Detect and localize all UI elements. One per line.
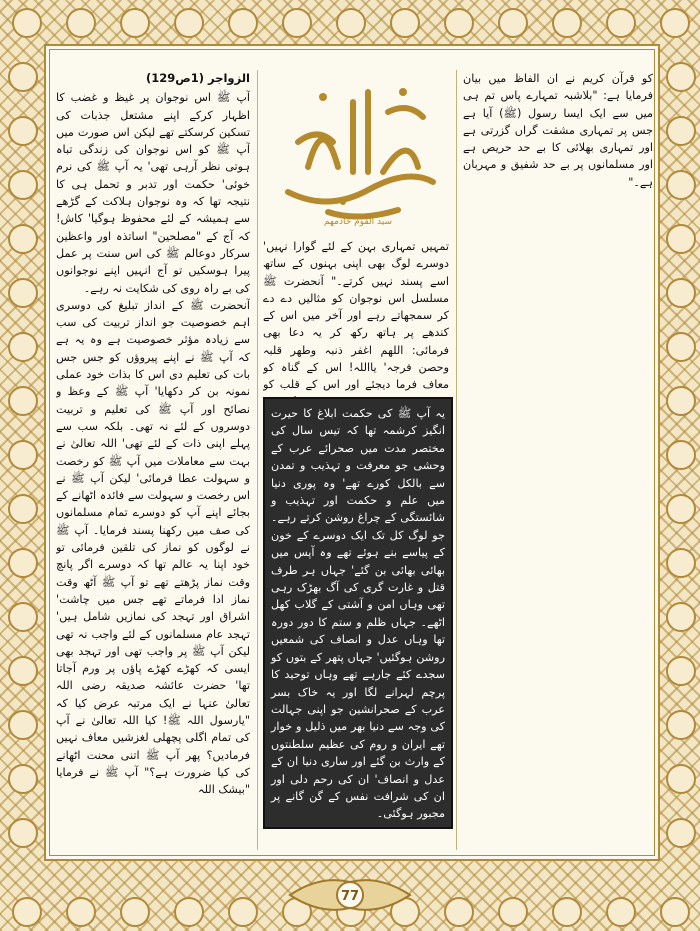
- border-medallion: [660, 8, 690, 38]
- border-medallion: [666, 62, 696, 92]
- border-medallion: [666, 440, 696, 470]
- text-column-right: [463, 70, 653, 850]
- border-medallion: [8, 494, 38, 524]
- border-medallion: [660, 897, 690, 927]
- border-medallion: [8, 764, 38, 794]
- border-medallion: [282, 8, 312, 38]
- border-medallion: [552, 8, 582, 38]
- column-divider: [456, 70, 457, 850]
- border-medallion: [228, 897, 258, 927]
- calligraphy-dot: [399, 88, 407, 96]
- border-medallion: [606, 897, 636, 927]
- border-medallion: [390, 8, 420, 38]
- border-medallion: [666, 710, 696, 740]
- border-medallion: [8, 332, 38, 362]
- reference-header: الزواجر (1ص129): [146, 71, 250, 85]
- calligraphy-stroke: [388, 108, 423, 117]
- calligraphy-stroke: [298, 135, 333, 143]
- border-medallion: [66, 897, 96, 927]
- border-medallion: [666, 386, 696, 416]
- border-medallion: [8, 386, 38, 416]
- border-medallion: [666, 116, 696, 146]
- border-medallion: [174, 8, 204, 38]
- calligraphy-stroke: [328, 210, 398, 217]
- border-medallion: [8, 818, 38, 848]
- text-column-left: [56, 70, 250, 860]
- border-medallion: [66, 8, 96, 38]
- border-medallion: [8, 656, 38, 686]
- border-medallion: [444, 897, 474, 927]
- border-medallion: [498, 897, 528, 927]
- paragraph: کو قرآن کریم نے ان الفاظ میں بیان فرمایا ہے: "بلاشبہ تمہارے پاس تم ہی میں سے ایک ایسا رسول (ﷺ) آیا ہے جس پر تمہاری مشقت گراں گزرتی ہے اور تمہاری بھلائی کا بے حد حریص ہے اور مسلمانوں پر بے حد شفیق و مہربان ہے۔": [463, 72, 653, 189]
- border-medallion: [666, 602, 696, 632]
- border-medallion: [552, 897, 582, 927]
- paragraph: آنحضرت ﷺ کے انداز تبلیغ کی دوسری اہم خصوصیت جو انداز تربیت کی سب سے زیادہ مؤثر خصوصیت ہے وہ یہ ہے کہ آپ ﷺ نے اپنے پیروؤں کو جس جس بات کی تعلیم دی اس کا بذات خود عملی نمونہ بن کر دکھایا' آپ ﷺ کے وعظ و نصائح اور آپ ﷺ کی تعلیم و تربیت دوسروں کے لئے نہ تھی۔ بلکہ سب سے پہلے اپنی ذات کے لئے تھی' اللہ تعالیٰ نے بہت سے معاملات میں آپ ﷺ کو رخصت و سہولت عطا فرمائی' لیکن آپ ﷺ نے اس رخصت و سہولت سے فائدہ اٹھانے کے بجائے اپنے آپ کو دوسرے تمام مسلمانوں کی صف میں رکھنا پسند فرمایا۔ آپ ﷺ نے لوگوں کو نماز کی تلقین فرمائی تو خود اپنا یہ عالم تھا کہ دوسرے اگر پانچ وقت نماز پڑھتے تھے تو آپ ﷺ آٹھ وقت نماز ادا فرماتے تھے جس میں چاشت' اشراق اور تہجد کی نمازیں شامل ہیں' تہجد عام مسلمانوں کے لئے واجب نہ تھی لیکن آپ ﷺ پر واجب تھی اور تہجد بھی ایسی کہ کھڑے کھڑے پاؤں پر ورم آجاتا تھا' حضرت عائشہ صدیقہ رضی اللہ تعالیٰ عنہا نے ایک مرتبہ عرض کیا کہ "یارسول اللہ ﷺ! کیا اللہ تعالیٰ نے آپ کی تمام اگلی پچھلی لغزشیں معاف نہیں فرمادیں؟ پھر آپ ﷺ اتنی محنت اٹھانے کی کیا ضرورت ہے؟" آپ ﷺ نے فرمایا "بیشک اللہ: [56, 298, 250, 797]
- border-medallion: [606, 8, 636, 38]
- border-medallion: [12, 8, 42, 38]
- calligraphy-text: سید القوم خادمھم: [324, 217, 392, 227]
- border-medallion: [8, 224, 38, 254]
- border-medallion: [120, 897, 150, 927]
- calligraphy-stroke: [383, 151, 418, 172]
- border-medallion: [498, 8, 528, 38]
- border-medallion: [444, 8, 474, 38]
- calligraphy-dot: [319, 93, 327, 101]
- column-divider: [257, 70, 258, 850]
- border-medallion: [8, 440, 38, 470]
- page-number-badge: [280, 870, 420, 920]
- border-medallion: [8, 602, 38, 632]
- highlight-box: [263, 397, 453, 829]
- border-medallion: [666, 818, 696, 848]
- paragraph: تمہیں تمہاری بہن کے لئے گوارا نہیں' دوسرے لوگ بھی اپنی بہنوں کے ساتھ اسے پسند نہیں کرتے۔" آنحضرت ﷺ مسلسل اس نوجوان کو مثالیں دے دے کر سمجھاتے رہے اور آخر میں اس کے کندھے پر ہاتھ رکھ کر یہ دعا بھی فرمائی: اللھم اغفر ذنبہ وطھر قلبہ وحصن فرجہ' یااللہ! اس کے گناہ کو معاف فرما دیجئے اور اس کے قلب کو: [263, 240, 449, 392]
- paragraph: آپ ﷺ اس نوجوان پر غیظ و غضب کا اظہار کرکے اپنے مشتعل جذبات کی تسکین کرسکتے تھے لیکن اس صورت میں آپ ﷺ کو اس نوجوان کی زندگی تباہ ہوتی نظر آرہی تھی' یہ آپ ﷺ کی نرم خوئی' حکمت اور تدبر و تحمل ہی کا نتیجہ تھا کہ وہ نوجوان ہلاکت کے گڑھے سے ہمیشہ کے لئے محفوظ ہوگیا' کاش! کہ آج کے "مصلحین" اساتذہ اور واعظین سرکار دوعالم ﷺ کی اس سنت پر عمل پیرا ہوسکیں تو آج انہیں اپنے نوجوانوں کی بے راہ روی کی شکایت نہ رہے۔: [56, 91, 250, 295]
- border-medallion: [666, 656, 696, 686]
- border-medallion: [8, 710, 38, 740]
- highlight-box-text: یہ آپ ﷺ کی حکمت ابلاغ کا حیرت انگیز کرشمہ تھا کہ تیس سال کی مختصر مدت میں صحرائے عرب کے وحشی جو معرفت و تہذیب و تمدن سے بالکل کورے تھے' وہ پوری دنیا میں علم و حکمت اور تہذیب و شائستگی کے چراغ روشن کرتے رہے۔ جو لوگ کل تک ایک دوسرے کے خون کے پیاسے بنے ہوئے تھے وہ آپس میں بھائی بھائی بن گئے' جہاں ہر طرف قتل و غارت گری کی آگ بھڑک رہی تھی وہاں امن و آشتی کے گلاب کھل اٹھے۔ جہاں ظلم و ستم کا دور دورہ تھا وہاں عدل و انصاف کی شمعیں روشن ہوگئیں' جہاں پتھر کے بتوں کو سجدے کئے جارہے تھے وہاں توحید کا پرچم لہرانے لگا اور یہ خاک بسر عرب کے صحرانشین جو اپنی جہالت کی وجہ سے دنیا بھر میں ذلیل و خوار تھے ایران و روم کی عظیم سلطنتوں کے وارث بن گئے اور ساری دنیا ان کے عدل و انصاف' ان کی رحم دلی اور ان کی شرافت نفس کے گن گانے پر مجبور ہوگئی۔: [271, 407, 445, 821]
- border-medallion: [12, 897, 42, 927]
- border-medallion: [8, 116, 38, 146]
- border-medallion: [8, 62, 38, 92]
- page-number: 77: [340, 889, 360, 904]
- border-medallion: [666, 278, 696, 308]
- calligraphy-stroke: [288, 177, 433, 202]
- border-medallion: [666, 764, 696, 794]
- border-medallion: [666, 224, 696, 254]
- border-medallion: [174, 897, 204, 927]
- border-medallion: [8, 278, 38, 308]
- border-medallion: [228, 8, 258, 38]
- border-medallion: [8, 170, 38, 200]
- border-medallion: [666, 494, 696, 524]
- border-medallion: [666, 332, 696, 362]
- border-medallion: [666, 548, 696, 578]
- border-medallion: [120, 8, 150, 38]
- calligraphy-dot: [340, 199, 346, 205]
- calligraphy-emblem: [268, 72, 448, 230]
- text-column-middle: [263, 238, 449, 410]
- border-medallion: [336, 8, 366, 38]
- border-medallion: [666, 170, 696, 200]
- border-medallion: [8, 548, 38, 578]
